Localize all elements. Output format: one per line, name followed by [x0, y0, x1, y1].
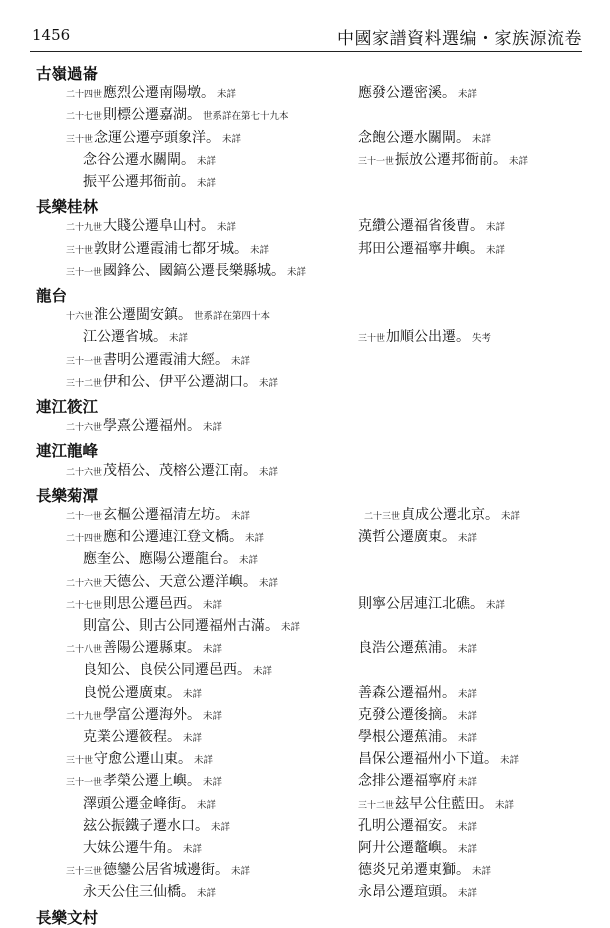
entry-text: 天德公、天意公遷洋嶼。: [103, 573, 258, 590]
entry-text: 永昂公遷瑄頭。: [358, 884, 456, 901]
generation-label: 三十世: [66, 245, 94, 256]
migration-entry: [358, 817, 477, 837]
migration-entry: [66, 595, 222, 615]
generation-label: 二十九世: [66, 711, 103, 722]
entry-text: 淮公遷閩安鎮。: [94, 307, 193, 324]
entry-note: 未詳: [458, 89, 478, 101]
migration-entry: [358, 595, 505, 615]
page-number: 1456: [32, 26, 71, 44]
generation-label: 二十六世: [66, 467, 103, 478]
migration-entry: [358, 772, 477, 792]
entry-note: 未詳: [222, 133, 242, 145]
migration-entry: [358, 839, 477, 859]
entry-note: 世系詳在第七十九本: [203, 111, 289, 123]
entry-note: 未詳: [472, 866, 492, 878]
migration-entry: [358, 328, 491, 348]
migration-entry: [358, 639, 477, 659]
generation-label: 三十二世: [66, 378, 103, 389]
migration-entry: [83, 839, 202, 859]
entry-note: 未詳: [203, 644, 223, 656]
section-heading: 古嶺過崙: [36, 64, 99, 83]
section-heading: 連江龍峰: [36, 441, 99, 461]
entry-text: 大妹公遷牛角。: [83, 840, 181, 856]
migration-entry: [358, 129, 491, 149]
migration-entry: [66, 106, 289, 126]
entry-note: 未詳: [458, 733, 478, 744]
migration-entry: [66, 706, 222, 726]
entry-note: 未詳: [501, 511, 521, 522]
entry-text: 加順公出遷。: [386, 329, 471, 346]
migration-entry: [364, 506, 520, 526]
generation-label: 三十三世: [66, 867, 103, 878]
migration-entry: [83, 173, 216, 193]
entry-note: 未詳: [281, 622, 301, 633]
entry-text: 善陽公遷縣東。: [103, 640, 202, 657]
migration-entry: [358, 151, 528, 171]
entry-text: 孝榮公遷上嶼。: [103, 773, 202, 790]
entry-note: 未詳: [287, 266, 307, 278]
entry-note: 未詳: [458, 844, 478, 855]
entry-note: 未詳: [197, 178, 217, 189]
generation-label: 二十六世: [66, 578, 103, 589]
entry-note: 未詳: [486, 222, 506, 234]
generation-label: 三十世: [66, 134, 94, 145]
migration-entry: [66, 528, 264, 548]
migration-entry: [358, 706, 477, 726]
migration-entry: [66, 373, 278, 393]
entry-note: 未詳: [458, 533, 478, 545]
entry-note: 未詳: [509, 155, 529, 167]
migration-entry: [66, 750, 213, 770]
entry-note: 未詳: [253, 666, 273, 678]
migration-entry: [66, 772, 222, 792]
entry-text: 德鑾公居省城邊街。: [103, 862, 230, 879]
book-title: 中國家譜資料選编・家族源流卷: [337, 29, 582, 49]
entry-note: 未詳: [217, 89, 237, 101]
entry-note: 未詳: [231, 355, 251, 367]
generation-label: 三十一世: [66, 267, 103, 278]
migration-entry: [66, 129, 241, 149]
generation-label: 三十一世: [66, 778, 103, 789]
entry-note: 未詳: [458, 644, 478, 656]
entry-note: 未詳: [458, 821, 478, 833]
migration-entry: [83, 817, 230, 837]
entry-note: 未詳: [203, 422, 223, 434]
generation-label: 二十八世: [66, 645, 103, 656]
entry-text: 阿廾公遷鼇嶼。: [358, 840, 456, 856]
entry-text: 學熹公遷福州。: [103, 418, 202, 435]
entry-text: 學富公遷海外。: [103, 706, 202, 723]
entry-note: 未詳: [217, 222, 237, 234]
entry-text: 良知公、良侯公同遷邑西。: [83, 662, 251, 679]
entry-note: 世系詳在第四十本: [194, 311, 271, 323]
entry-text: 應烈公遷南陽墩。: [103, 85, 216, 102]
generation-label: 二十七世: [66, 112, 103, 123]
migration-entry: [66, 506, 250, 526]
migration-entry: [83, 617, 300, 637]
entry-text: 漢哲公遷廣東。: [358, 529, 456, 546]
migration-entry: [358, 750, 519, 770]
migration-entry: [83, 151, 216, 171]
migration-entry: [83, 550, 258, 570]
generation-label: 三十世: [358, 334, 386, 345]
entry-text: 良悦公遷廣東。: [83, 684, 181, 701]
migration-entry: [83, 883, 216, 903]
entry-text: 玄樞公遷福清左坊。: [103, 507, 230, 523]
entry-text: 守愈公遷山東。: [94, 751, 193, 768]
entry-text: 應和公遷連江登文橋。: [103, 529, 244, 546]
section-heading: 長樂菊潭: [36, 485, 99, 505]
entry-text: 則思公遷邑西。: [103, 595, 202, 612]
generation-label: 二十九世: [66, 223, 103, 234]
generation-label: 三十一世: [66, 356, 103, 367]
entry-note: 未詳: [250, 244, 270, 256]
entry-note: 未詳: [183, 688, 203, 700]
entry-text: 克發公遷後摘。: [358, 706, 456, 723]
entry-note: 未詳: [259, 377, 279, 389]
section-heading: 連江筱江: [36, 397, 99, 416]
entry-note: 未詳: [458, 777, 478, 789]
entry-note: 未詳: [486, 599, 506, 611]
migration-entry: [358, 84, 477, 104]
entry-text: 念谷公遷水關閘。: [83, 151, 195, 168]
migration-entry: [66, 240, 269, 260]
migration-entry: [83, 795, 216, 815]
entry-text: 伊和公、伊平公遷湖口。: [103, 373, 258, 390]
generation-label: 二十六世: [66, 423, 103, 434]
entry-note: 失考: [472, 333, 492, 345]
migration-entry: [358, 217, 505, 237]
entry-text: 貞成公遷北京。: [401, 507, 500, 523]
entry-text: 振放公遷邦衙前。: [395, 151, 508, 168]
entry-text: 國鋒公、國鎬公遷長樂縣城。: [103, 262, 286, 279]
entry-text: 念飽公遷水關閘。: [358, 129, 470, 146]
migration-entry: [66, 262, 306, 282]
entry-text: 德炎兄弟遷東獅。: [358, 862, 470, 879]
migration-entry: [358, 728, 477, 748]
entry-text: 念排公遷福寧府: [358, 773, 456, 790]
entry-text: 書明公遷霞浦大經。: [103, 351, 230, 368]
entry-text: 克纘公遷福省後曹。: [358, 218, 484, 235]
entry-text: 則富公、則古公同遷福州古滿。: [83, 618, 279, 634]
generation-label: 二十七世: [66, 600, 103, 611]
entry-note: 未詳: [458, 710, 478, 722]
migration-entry: [358, 861, 491, 881]
entry-note: 未詳: [500, 755, 520, 767]
section-heading: 長樂桂林: [36, 197, 99, 217]
migration-entry: [358, 795, 514, 815]
migration-entry: [66, 573, 278, 593]
entry-text: 孔明公遷福安。: [358, 817, 456, 834]
entry-text: 良浩公遷蕉浦。: [358, 640, 456, 657]
entry-text: 永天公住三仙橋。: [83, 884, 195, 901]
entry-text: 應奎公、應陽公遷龍台。: [83, 551, 237, 568]
migration-entry: [66, 861, 250, 881]
migration-entry: [83, 328, 188, 348]
generation-label: 二十三世: [364, 512, 401, 522]
entry-text: 玆公振鐵子遷水口。: [83, 817, 209, 834]
entry-note: 未詳: [231, 866, 251, 878]
migration-entry: [66, 84, 236, 104]
section-heading: 龍台: [36, 286, 68, 305]
generation-label: 二十一世: [66, 512, 103, 522]
section-heading: 長樂文村: [36, 907, 99, 927]
entry-note: 未詳: [183, 733, 203, 744]
entry-note: 未詳: [472, 133, 492, 145]
migration-entry: [83, 728, 202, 748]
generation-label: 三十一世: [358, 156, 395, 167]
migration-entry: [66, 217, 236, 237]
entry-note: 未詳: [458, 888, 478, 900]
entry-text: 邦田公遷福寧井嶼。: [358, 240, 484, 257]
entry-text: 克業公遷筱程。: [83, 729, 181, 745]
entry-note: 未詳: [458, 688, 478, 700]
migration-entry: [358, 240, 505, 260]
entry-text: 振平公遷邦衙前。: [83, 174, 195, 190]
generation-label: 二十四世: [66, 534, 103, 545]
entry-note: 未詳: [203, 710, 223, 722]
entry-note: 未詳: [495, 799, 515, 811]
entry-text: 則寧公居連江北礁。: [358, 595, 484, 612]
migration-entry: [358, 883, 477, 903]
generation-label: 十六世: [66, 312, 94, 323]
entry-note: 未詳: [245, 533, 265, 545]
entry-note: 未詳: [239, 555, 259, 567]
migration-entry: [66, 306, 270, 326]
entry-note: 未詳: [197, 799, 217, 811]
entry-text: 大賤公遷阜山村。: [103, 218, 216, 235]
entry-note: 未詳: [197, 155, 217, 167]
entry-text: 玆早公住藍田。: [395, 795, 494, 812]
entry-note: 未詳: [486, 244, 506, 256]
entry-text: 則標公遷嘉湖。: [103, 107, 202, 124]
entry-text: 念運公遷亭頭象洋。: [94, 129, 221, 146]
migration-entry: [83, 684, 202, 704]
entry-text: 學根公遷蕉浦。: [358, 729, 456, 745]
migration-entry: [358, 684, 477, 704]
entry-note: 未詳: [203, 599, 223, 611]
migration-entry: [358, 528, 477, 548]
entry-note: 未詳: [183, 844, 203, 855]
entry-text: 江公遷省城。: [83, 329, 167, 346]
entry-text: 善森公遷福州。: [358, 684, 456, 701]
entry-note: 未詳: [203, 777, 223, 789]
entry-text: 澤頭公遷金峰街。: [83, 795, 195, 812]
migration-entry: [66, 639, 222, 659]
generation-label: 二十四世: [66, 90, 103, 101]
entry-note: 未詳: [169, 333, 189, 345]
generation-label: 三十二世: [358, 800, 395, 811]
migration-entry: [83, 661, 272, 681]
generation-label: 三十世: [66, 756, 94, 767]
entry-text: 敦財公遷霞浦七都牙城。: [94, 240, 249, 257]
migration-entry: [66, 417, 222, 437]
entry-note: 未詳: [259, 466, 279, 478]
entry-note: 未詳: [231, 511, 251, 522]
entry-text: 應發公遷密溪。: [358, 85, 456, 102]
entry-note: 未詳: [194, 755, 214, 767]
entry-note: 未詳: [211, 821, 231, 833]
entry-note: 未詳: [259, 577, 279, 589]
entry-note: 未詳: [197, 888, 217, 900]
entry-text: 昌保公遷福州小下道。: [358, 751, 498, 768]
migration-entry: [66, 351, 250, 371]
migration-entry: [66, 462, 278, 482]
entry-text: 茂梧公、茂榕公遷江南。: [103, 462, 258, 479]
